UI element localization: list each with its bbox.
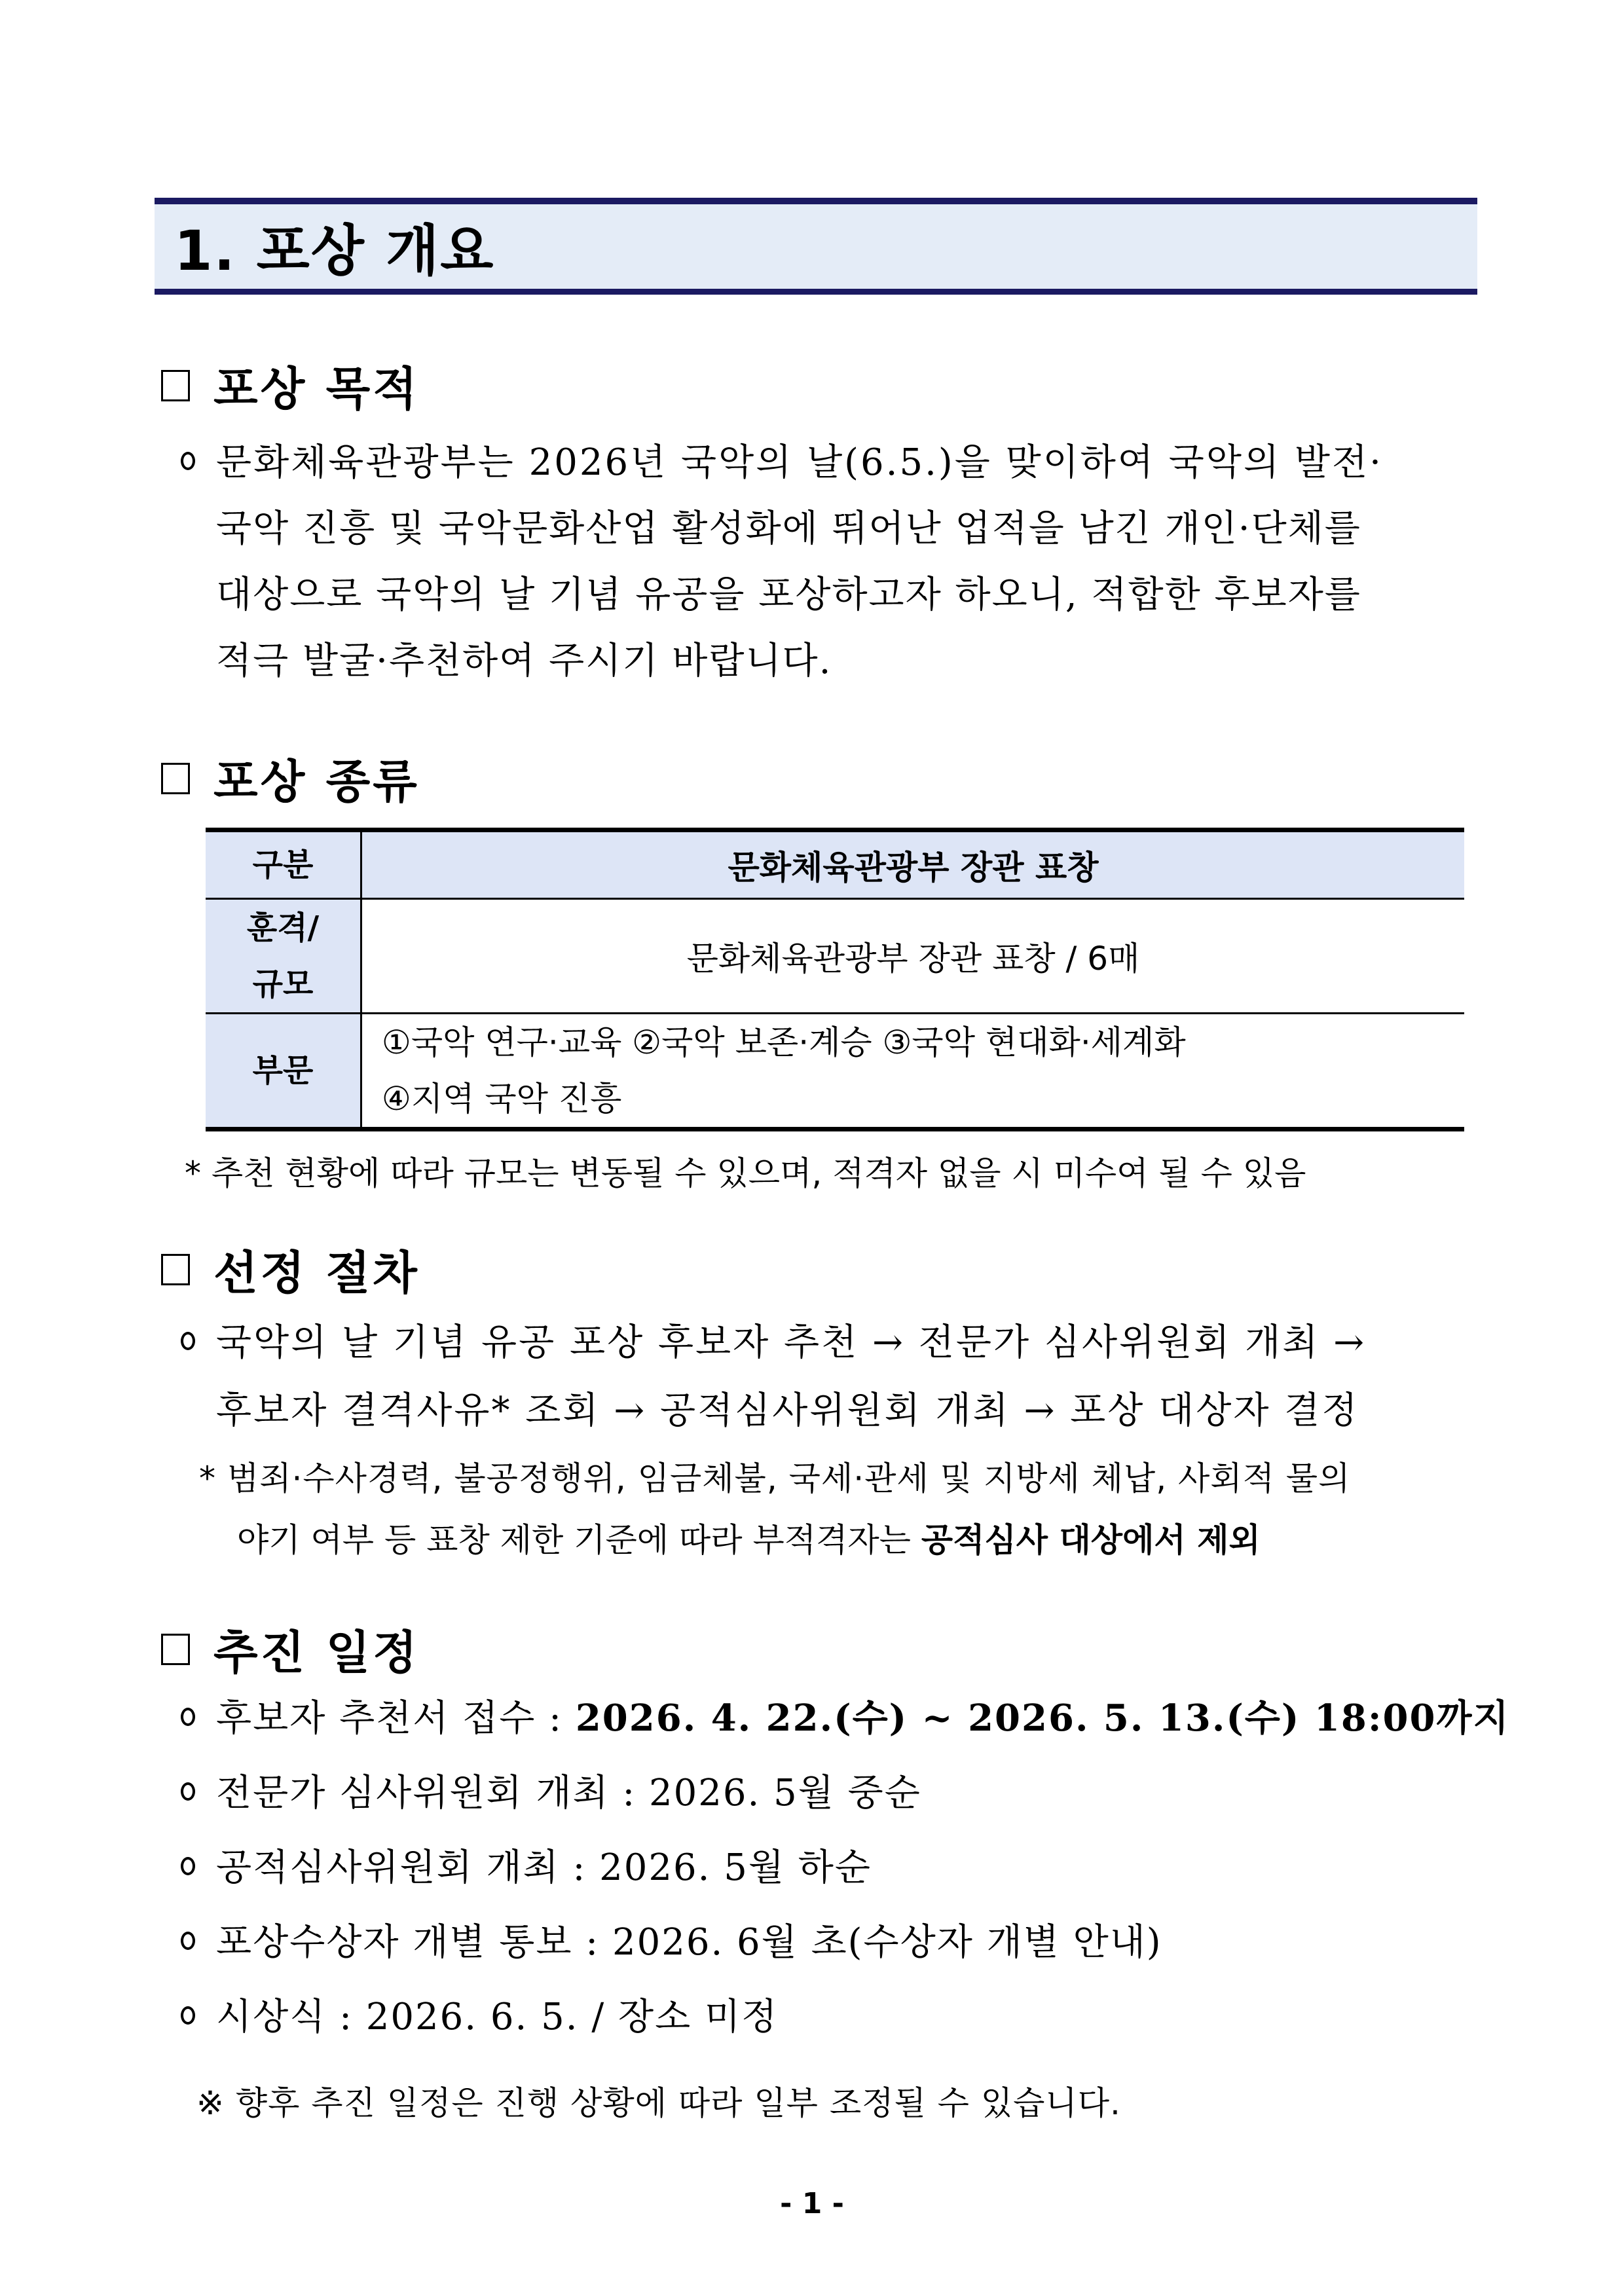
schedule-note: ※ 향후 추진 일정은 진행 상황에 따라 일부 조정될 수 있습니다. xyxy=(196,2084,1121,2122)
table-header-value: 문화체육관광부 장관 표창 xyxy=(361,830,1465,899)
schedule-label: 시상식 : xyxy=(216,1996,366,2038)
category-line: ①국악 연구·교육 ②국악 보존·계승 ③국악 현대화·세계화 xyxy=(382,1023,1186,1061)
schedule-value: 2026. 6월 초(수상자 개별 안내) xyxy=(612,1921,1162,1964)
purpose-line-4: 적극 발굴·추천하여 주시기 바랍니다. xyxy=(216,640,832,682)
types-note: * 추천 현황에 따라 규모는 변동될 수 있으며, 적격자 없을 시 미수여 될 수 있음 xyxy=(185,1154,1306,1192)
page-number: - 1 - xyxy=(780,2187,844,2220)
section-heading-types xyxy=(161,745,420,811)
schedule-item xyxy=(216,1689,1510,1742)
section-title: 포상 종류 xyxy=(213,755,420,809)
schedule-label: 포상수상자 개별 통보 : xyxy=(216,1921,612,1964)
section-heading-procedure xyxy=(161,1236,420,1302)
circle-bullet-icon xyxy=(181,1708,195,1726)
section-title: 추진 일정 xyxy=(213,1626,420,1680)
schedule-value: 2026. 5월 하순 xyxy=(599,1846,872,1889)
circle-bullet-icon xyxy=(181,1332,195,1350)
section-heading-schedule xyxy=(161,1616,420,1682)
schedule-label: 공적심사위원회 개최 : xyxy=(216,1846,600,1889)
procedure-line-1: 국악의 날 기념 유공 포상 후보자 추천 → 전문가 심사위원회 개최 → xyxy=(216,1321,1367,1364)
schedule-item xyxy=(216,1913,1162,1966)
schedule-item xyxy=(216,1988,778,2040)
table-row xyxy=(206,899,1464,1014)
page-title: 1. 포상 개요 xyxy=(174,219,495,283)
procedure-line-2: 후보자 결격사유* 조회 → 공적심사위원회 개최 → 포상 대상자 결정 xyxy=(216,1389,1359,1432)
category-line: ④지역 국악 진흥 xyxy=(382,1080,622,1118)
checkbox-square-icon xyxy=(161,763,190,794)
circle-bullet-icon xyxy=(181,1932,195,1950)
purpose-line-2: 국악 진흥 및 국악문화산업 활성화에 뛰어난 업적을 남긴 개인·단체를 xyxy=(216,507,1361,550)
schedule-label: 전문가 심사위원회 개최 : xyxy=(216,1772,650,1814)
table-row xyxy=(206,1014,1464,1129)
table-row-value: 문화체육관광부 장관 표창 / 6매 xyxy=(361,899,1465,1014)
section-title: 포상 목적 xyxy=(213,362,420,416)
checkbox-square-icon xyxy=(161,1254,190,1285)
note-emphasis: 공적심사 대상에서 제외 xyxy=(921,1521,1261,1559)
table-header-row xyxy=(206,830,1464,899)
section-title: 선정 절차 xyxy=(213,1246,420,1300)
checkbox-square-icon xyxy=(161,1634,190,1665)
schedule-value: 2026. 4. 22.(수) ~ 2026. 5. 13.(수) 18:00까지 xyxy=(575,1697,1510,1740)
section-heading-purpose xyxy=(161,352,420,418)
circle-bullet-icon xyxy=(181,1782,195,1801)
schedule-item xyxy=(216,1764,921,1816)
schedule-value: 2026. 6. 5. / 장소 미정 xyxy=(365,1996,779,2038)
procedure-note-line-1: * 범죄·수사경력, 불공정행위, 임금체불, 국세·관세 및 지방세 체납, 사회적 물의 xyxy=(199,1460,1351,1497)
table-header-label: 구분 xyxy=(206,830,361,899)
page-title-bar xyxy=(155,198,1477,295)
purpose-line-3: 대상으로 국악의 날 기념 유공을 포상하고자 하오니, 적합한 후보자를 xyxy=(216,574,1361,616)
table-row-value xyxy=(361,1014,1465,1129)
note-text: 야기 여부 등 표창 제한 기준에 따라 부적격자는 xyxy=(237,1521,921,1559)
circle-bullet-icon xyxy=(181,1857,195,1875)
checkbox-square-icon xyxy=(161,370,190,401)
table-row-label xyxy=(206,899,361,1014)
row-label-line: 훈격/ xyxy=(246,909,320,946)
circle-bullet-icon xyxy=(181,2006,195,2025)
row-label-line: 규모 xyxy=(252,966,314,1002)
schedule-item xyxy=(216,1839,872,1891)
purpose-line-1: 문화체육관광부는 2026년 국악의 날(6.5.)을 맞이하여 국악의 발전· xyxy=(216,441,1383,484)
schedule-value: 2026. 5월 중순 xyxy=(649,1772,921,1814)
schedule-label: 후보자 추천서 접수 : xyxy=(216,1697,576,1740)
award-types-table xyxy=(206,828,1464,1131)
table-row-label: 부문 xyxy=(206,1014,361,1129)
procedure-note-line-2 xyxy=(237,1514,1261,1561)
circle-bullet-icon xyxy=(181,452,195,470)
